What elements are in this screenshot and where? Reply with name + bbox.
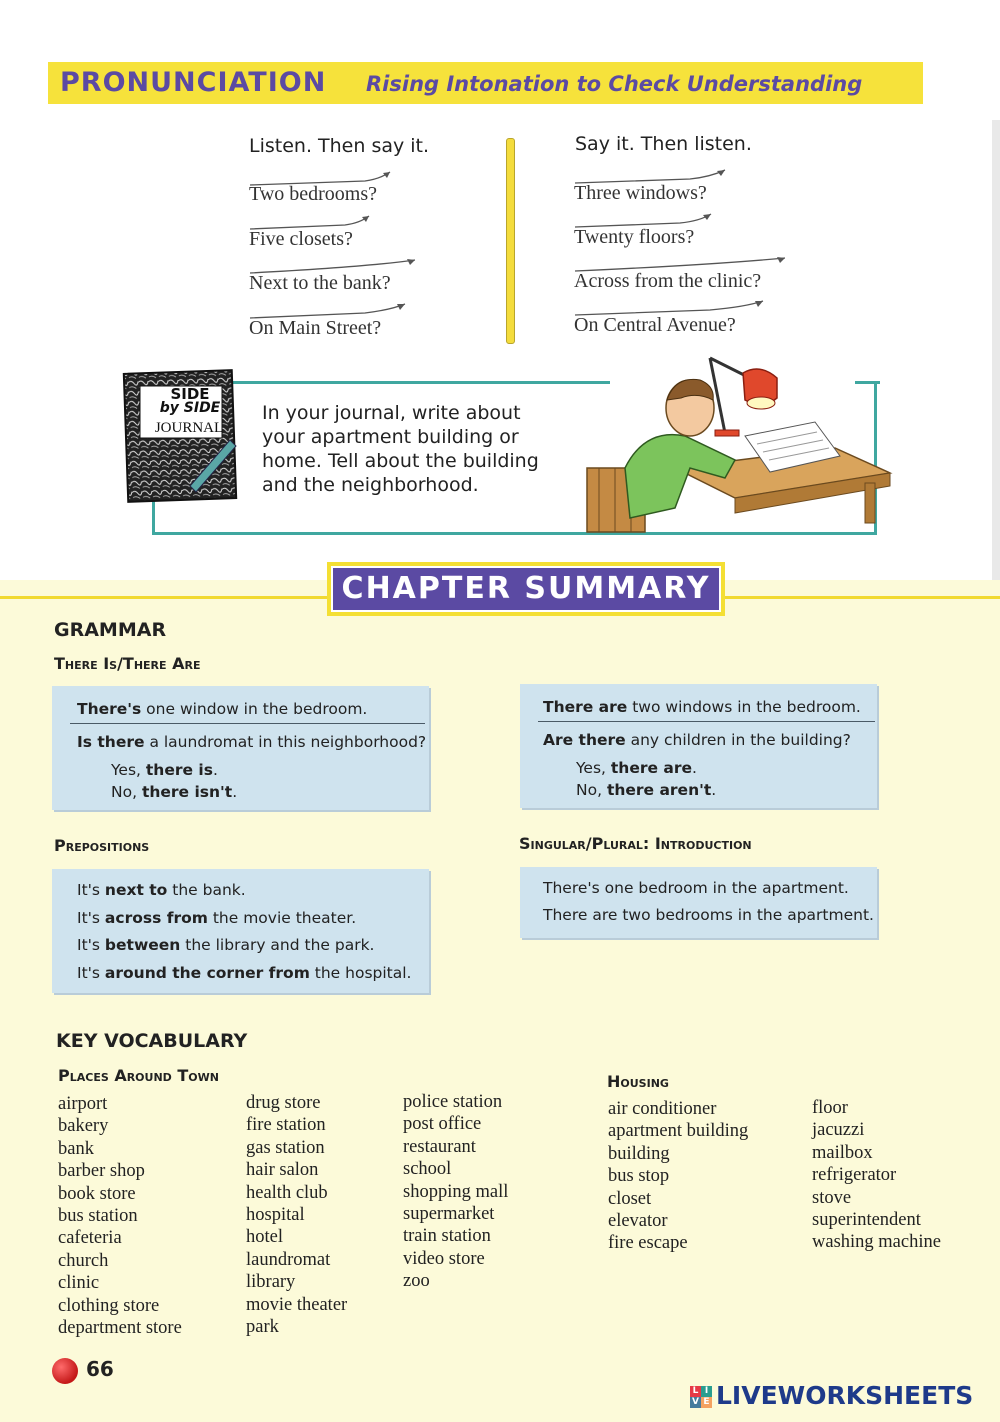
vocab-word: bakery xyxy=(58,1116,109,1137)
column-divider xyxy=(506,138,515,344)
logo-letter-v: V xyxy=(690,1397,701,1408)
grammar-heading: GRAMMAR xyxy=(54,619,167,641)
places-column-1 xyxy=(58,1093,182,1339)
vocab-word: bank xyxy=(58,1138,94,1159)
box2-line-1: There are two windows in the bedroom. xyxy=(543,698,861,716)
prepositions-heading: Prepositions xyxy=(54,836,150,855)
vocab-word: department store xyxy=(58,1318,182,1339)
page-number-dot-icon xyxy=(52,1358,78,1384)
vocab-word: park xyxy=(246,1317,279,1338)
phrase-right-4: On Central Avenue? xyxy=(574,314,736,336)
box2-line-3: Yes, there are. xyxy=(576,759,697,777)
singular-plural-box xyxy=(520,867,877,938)
vocab-word: health club xyxy=(246,1182,328,1203)
box1-line-3: Yes, there is. xyxy=(111,761,218,779)
vocab-word: air conditioner xyxy=(608,1099,717,1119)
vocab-word: fire station xyxy=(246,1115,326,1136)
vocab-word: laundromat xyxy=(246,1249,331,1270)
vocab-word: hair salon xyxy=(246,1160,319,1181)
preposition-line-4: It's around the corner from the hospital. xyxy=(77,964,412,982)
grammar-box-there-are xyxy=(520,684,877,808)
pronunciation-title: PRONUNCIATION xyxy=(60,67,327,98)
vocab-word: book store xyxy=(58,1183,136,1204)
phrase-left-2: Five closets? xyxy=(249,228,353,250)
vocab-word: bus station xyxy=(58,1206,138,1227)
vocab-word: building xyxy=(608,1143,670,1164)
liveworksheets-logo-icon xyxy=(690,1386,712,1408)
phrase-left-4: On Main Street? xyxy=(249,317,382,339)
vocab-word: gas station xyxy=(246,1137,325,1158)
prepositions-box xyxy=(52,869,429,993)
places-column-3 xyxy=(403,1091,508,1293)
journal-logo-journal: JOURNAL xyxy=(154,420,224,436)
box2-separator xyxy=(538,721,875,722)
box2-line-2: Are there any children in the building? xyxy=(543,731,851,749)
vocab-word: mailbox xyxy=(812,1142,873,1163)
journal-logo-byside: by SIDE xyxy=(159,400,221,416)
preposition-line-3: It's between the library and the park. xyxy=(77,936,375,954)
box1-line-4: No, there isn't. xyxy=(111,783,238,801)
page-edge-shadow xyxy=(992,120,1000,580)
housing-column-1 xyxy=(608,1098,748,1255)
housing-heading: Housing xyxy=(607,1072,669,1091)
journal-prompt-line-1: In your journal, write about xyxy=(262,402,521,424)
vocab-word: superintendent xyxy=(812,1210,921,1231)
vocab-word: supermarket xyxy=(403,1204,495,1225)
grammar-box-there-is xyxy=(52,686,429,810)
vocab-word: cafeteria xyxy=(58,1228,122,1249)
logo-letter-e: E xyxy=(701,1397,712,1408)
vocab-word: floor xyxy=(812,1098,848,1118)
journal-prompt-line-3: home. Tell about the building xyxy=(262,450,539,472)
logo-letter-l: L xyxy=(690,1386,701,1397)
singular-plural-heading: Singular/Plural: Introduction xyxy=(519,834,752,853)
phrase-right-2: Twenty floors? xyxy=(574,226,695,248)
vocab-word: restaurant xyxy=(403,1136,476,1157)
places-column-2 xyxy=(246,1092,347,1338)
intonation-arrows-left xyxy=(245,165,425,325)
vocab-word: apartment building xyxy=(608,1121,749,1142)
phrase-right-1: Three windows? xyxy=(574,182,707,204)
vocab-word: movie theater xyxy=(246,1294,348,1315)
journal-prompt xyxy=(262,401,539,497)
vocab-word: jacuzzi xyxy=(812,1120,865,1141)
student-writing-illustration xyxy=(585,348,895,538)
vocab-word: elevator xyxy=(608,1211,668,1232)
vocab-word: police station xyxy=(403,1092,503,1112)
vocab-word: video store xyxy=(403,1248,485,1269)
housing-column-2 xyxy=(812,1097,941,1254)
intonation-arrows-right xyxy=(570,163,800,323)
singular-plural-line-2: There are two bedrooms in the apartment. xyxy=(543,906,874,924)
places-around-town-heading: Places Around Town xyxy=(58,1066,219,1085)
vocab-word: barber shop xyxy=(58,1161,145,1182)
vocab-word: fire escape xyxy=(608,1233,688,1254)
journal-prompt-line-2: your apartment building or xyxy=(262,426,519,448)
vocab-word: stove xyxy=(812,1187,852,1208)
liveworksheets-brand[interactable]: LIVEWORKSHEETS xyxy=(716,1381,974,1410)
phrase-left-1: Two bedrooms? xyxy=(249,183,378,205)
vocab-word: drug store xyxy=(246,1093,321,1113)
box1-separator xyxy=(70,723,425,724)
chapter-summary-banner xyxy=(327,562,725,616)
vocab-word: refrigerator xyxy=(812,1165,897,1186)
preposition-line-1: It's next to the bank. xyxy=(77,881,246,899)
there-is-heading: There Is/There Are xyxy=(54,654,201,673)
left-column-heading: Listen. Then say it. xyxy=(249,135,430,157)
vocab-word: shopping mall xyxy=(403,1181,509,1202)
pronunciation-subtitle: Rising Intonation to Check Understanding xyxy=(366,72,863,96)
vocab-word: bus stop xyxy=(608,1166,670,1187)
logo-letter-i: I xyxy=(701,1386,712,1397)
chapter-summary-title: CHAPTER SUMMARY xyxy=(331,566,721,612)
vocab-word: airport xyxy=(58,1094,108,1114)
vocab-word: zoo xyxy=(403,1271,430,1292)
vocab-word: clothing store xyxy=(58,1295,160,1316)
preposition-line-2: It's across from the movie theater. xyxy=(77,909,357,927)
vocab-word: clinic xyxy=(58,1273,100,1294)
journal-prompt-line-4: and the neighborhood. xyxy=(262,474,479,496)
phrase-right-3: Across from the clinic? xyxy=(574,270,762,292)
page-number: 66 xyxy=(86,1357,114,1381)
vocab-word: school xyxy=(403,1159,452,1180)
vocab-word: library xyxy=(246,1272,296,1293)
vocab-word: washing machine xyxy=(812,1232,941,1253)
right-column-heading: Say it. Then listen. xyxy=(575,133,752,155)
vocab-word: train station xyxy=(403,1226,491,1247)
box1-line-2: Is there a laundromat in this neighborhood? xyxy=(77,733,427,751)
vocab-word: closet xyxy=(608,1188,652,1209)
singular-plural-line-1: There's one bedroom in the apartment. xyxy=(543,879,849,897)
box2-line-4: No, there aren't. xyxy=(576,781,717,799)
phrase-left-3: Next to the bank? xyxy=(249,272,391,294)
vocab-word: church xyxy=(58,1250,109,1271)
journal-logo-side: SIDE xyxy=(170,385,210,403)
vocab-word: hospital xyxy=(246,1205,305,1226)
key-vocabulary-heading: KEY VOCABULARY xyxy=(56,1030,248,1052)
journal-border-top xyxy=(230,381,610,384)
vocab-word: hotel xyxy=(246,1227,283,1248)
vocab-word: post office xyxy=(403,1114,482,1135)
box1-line-1: There's one window in the bedroom. xyxy=(77,700,368,718)
